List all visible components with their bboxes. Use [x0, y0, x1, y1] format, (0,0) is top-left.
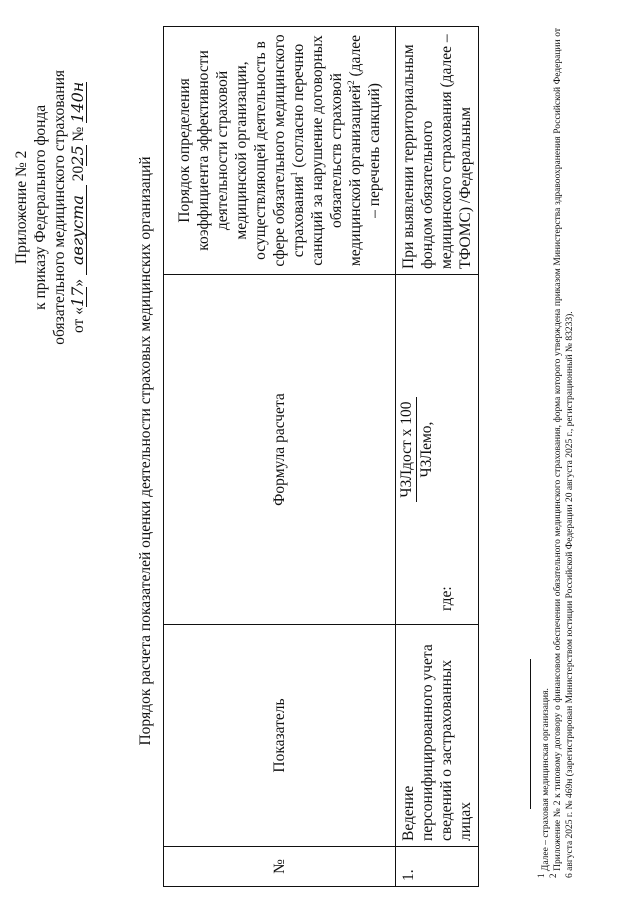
document-title: Порядок расчета показателей оценки деятельности страховых медицинских организаций — [137, 156, 154, 746]
footnotes — [535, 28, 576, 878]
header-procedure: Порядок определения коэффициента эффективности деятельности страховой медицинской организации, осуществляющей деятельность в сфере обязательного медицинского страхования$^1$ (согласно перечню санкций за нарушение договорных обязательств страховой медицинской организацией$^2$ (далее – перечень санкций) — [164, 27, 396, 275]
footnote-separator — [530, 659, 531, 809]
table-row — [396, 27, 479, 887]
header-num: № — [164, 847, 396, 887]
appendix-number: Приложение № 2 — [13, 150, 30, 265]
handwritten-day: 17 — [68, 286, 87, 308]
handwritten-month: августа — [69, 185, 87, 275]
date-prefix: от « — [70, 307, 87, 333]
row-number: 1. — [396, 847, 479, 887]
header-indicator: Показатель — [164, 625, 396, 847]
year-prefix: 20 — [70, 165, 87, 182]
date-mid: » — [70, 278, 87, 287]
handwritten-order-number: 140н — [68, 81, 87, 123]
handwritten-year: 25 — [68, 145, 87, 166]
formula-cell — [396, 275, 479, 625]
number-prefix: № — [70, 126, 87, 142]
order-date-line — [69, 70, 88, 345]
formula-numerator: ЧЗЛдост х 100 — [397, 397, 417, 501]
header-formula: Формула расчета — [164, 275, 396, 625]
order-reference: к приказу Федерального фонда — [32, 104, 49, 310]
fund-name: обязательного медицинского страхования — [51, 70, 68, 345]
formula-denominator: ЧЗЛемо, — [418, 421, 435, 478]
procedure-cell: При выявлении территориальным фондом обязательного медицинского страхования (далее – ТФОМС) /Федеральным — [396, 27, 479, 275]
footnote-2: $^2$ Приложение № 2 к типовому договору о финансовом обеспечении обязательного медицинского страхования, форма которого утверждена приказом Министерства здравоохранения Российской Федерации от 6 августа 2025 г. № 469н (зарегистрирован Министерством юстиции Российской Федерации 20 августа 2025 г., регистрационный № 83233). — [547, 28, 575, 878]
table-header-row — [164, 27, 396, 887]
indicator-cell: Ведение персонифицированного учета сведений о застрахованных лицах — [396, 625, 479, 847]
formula-fraction — [397, 280, 436, 619]
formula-where: где: — [438, 586, 455, 611]
indicators-table — [163, 26, 479, 887]
appendix-header — [12, 70, 88, 345]
footnote-1: $^1$ Далее – страховая медицинская организация. — [535, 688, 551, 878]
